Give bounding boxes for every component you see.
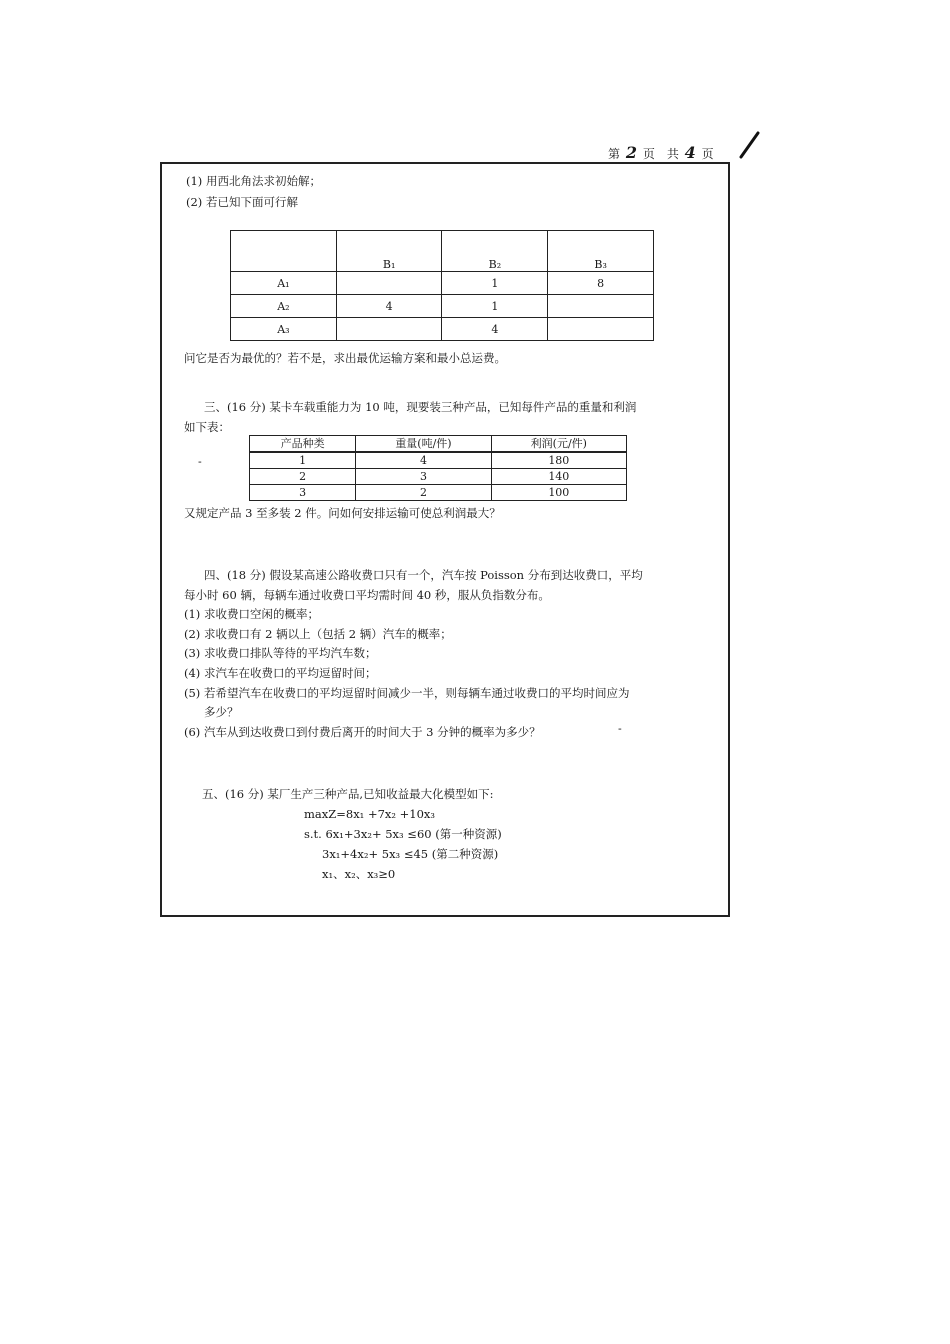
table-cell: 2 (250, 469, 356, 485)
table-cell: 重量(吨/件) (356, 436, 491, 453)
table-cell: 140 (491, 469, 626, 485)
total-pages: 4 (684, 143, 696, 162)
table-row (231, 318, 654, 341)
q4-item: (1) 求收费口空闲的概率； (184, 607, 319, 621)
table-cell: A₃ (231, 318, 337, 341)
table-cell (231, 231, 337, 272)
transport-solution-table (230, 230, 654, 341)
table-header-row (231, 231, 654, 272)
table-row (250, 452, 627, 469)
q5-line1: 五、(16 分) 某厂生产三种产品,已知收益最大化模型如下: (202, 787, 494, 801)
stray-mark: - (198, 455, 202, 468)
table-cell: 8 (548, 272, 654, 295)
table-cell: 3 (356, 469, 491, 485)
q5-constraint: x₁、x₂、x₃≥0 (322, 867, 396, 881)
table-header-row (250, 436, 627, 453)
stray-mark: - (618, 722, 622, 735)
table-cell (336, 272, 442, 295)
table-cell: A₁ (231, 272, 337, 295)
table-cell: B₁ (336, 231, 442, 272)
q4-item: (3) 求收费口排队等待的平均汽车数； (184, 646, 377, 660)
table-cell (548, 318, 654, 341)
table-row (250, 469, 627, 485)
q4-item: (2) 求收费口有 2 辆以上（包括 2 辆）汽车的概率； (184, 627, 452, 641)
q4-item: 多少？ (204, 705, 239, 719)
q4-line2: 每小时 60 辆，每辆车通过收费口平均需时间 40 秒，服从负指数分布。 (184, 588, 550, 602)
page-number: 2 (625, 143, 637, 162)
q3-question: 又规定产品 3 至多装 2 件。问如何安排运输可使总利润最大？ (184, 506, 501, 520)
q4-item: (6) 汽车从到达收费口到付费后离开的时间大于 3 分钟的概率为多少？ (184, 725, 541, 739)
table-cell: B₃ (548, 231, 654, 272)
table-cell (548, 295, 654, 318)
table-cell (336, 318, 442, 341)
q4-item: (4) 求汽车在收费口的平均逗留时间； (184, 666, 377, 680)
q3-line2: 如下表： (184, 420, 230, 434)
table-cell: 4 (442, 318, 548, 341)
table-cell: 2 (356, 485, 491, 501)
q4-line1: 四、(18 分) 假设某高速公路收费口只有一个，汽车按 Poisson 分布到达收费口，平均 (204, 568, 643, 582)
table-cell: B₂ (442, 231, 548, 272)
table-row (231, 295, 654, 318)
table-cell: 4 (356, 452, 491, 469)
table-cell: 1 (442, 295, 548, 318)
table-cell: 利润(元/件) (491, 436, 626, 453)
table-cell: 1 (442, 272, 548, 295)
q5-constraint: s.t. 6x₁+3x₂+ 5x₃ ≤60 (第一种资源) (304, 827, 502, 841)
q2-question: 问它是否为最优的？若不是，求出最优运输方案和最小总运费。 (184, 351, 506, 365)
product-table (249, 435, 627, 501)
pen-stroke-mark (738, 130, 762, 160)
table-cell: A₂ (231, 295, 337, 318)
table-cell: 产品种类 (250, 436, 356, 453)
table-cell: 100 (491, 485, 626, 501)
q2-sub2: (2) 若已知下面可行解 (186, 195, 298, 209)
page-header: 第 2 页 共 4 页 (608, 143, 714, 162)
table-cell: 180 (491, 452, 626, 469)
q4-item: (5) 若希望汽车在收费口的平均逗留时间减少一半，则每辆车通过收费口的平均时间应为 (184, 686, 630, 700)
q2-sub1: (1) 用西北角法求初始解； (186, 174, 321, 188)
table-row (250, 485, 627, 501)
q5-constraint: 3x₁+4x₂+ 5x₃ ≤45 (第二种资源) (322, 847, 499, 861)
q3-line1: 三、(16 分) 某卡车载重能力为 10 吨，现要装三种产品，已知每件产品的重量和利润 (204, 400, 637, 414)
table-cell: 3 (250, 485, 356, 501)
table-row (231, 272, 654, 295)
table-cell: 4 (336, 295, 442, 318)
table-cell: 1 (250, 452, 356, 469)
q5-objective: maxZ=8x₁ +7x₂ +10x₃ (304, 807, 436, 821)
